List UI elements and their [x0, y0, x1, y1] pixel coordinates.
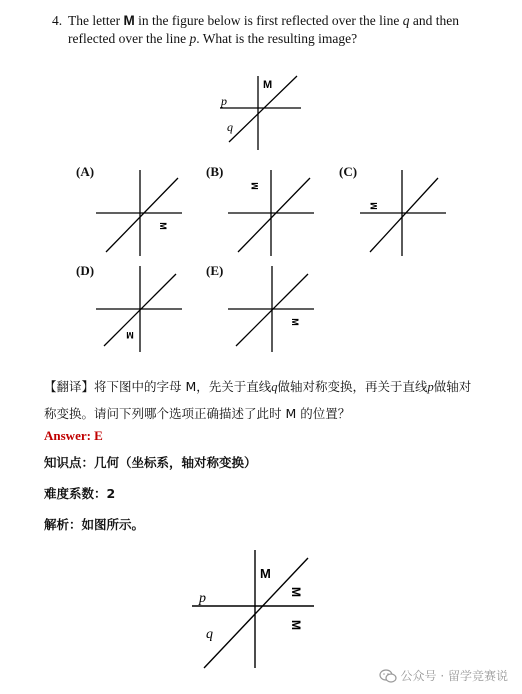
option-c-figure [360, 170, 446, 256]
knowledge-point: 知识点：几何（坐标系，轴对称变换） [44, 455, 257, 470]
translation-line-2: 称变换。请问下列哪个选项正确描述了此时 M 的位置？ [44, 406, 351, 421]
option-e-letter: M [290, 318, 300, 326]
question-number: 4. [52, 13, 63, 28]
question-line-2: reflected over the line p. What is the resulting image? [68, 31, 358, 46]
analysis: 解析：如图所示。 [44, 517, 145, 532]
solution-letter-original: M [260, 566, 271, 581]
solution-letter-reflected-q: M [289, 587, 303, 597]
option-d-label: (D) [76, 263, 95, 278]
option-b-letter: M [250, 182, 260, 190]
option-b-label: (B) [206, 164, 224, 179]
solution-q-label: q [206, 627, 213, 642]
solution-figure [192, 550, 317, 670]
solution-letter-result: M [289, 620, 303, 630]
option-e-label: (E) [206, 263, 224, 278]
main-p-label: p [221, 94, 227, 108]
option-d-letter: M [126, 330, 134, 340]
difficulty: 难度系数：2 [44, 486, 116, 501]
option-a-label: (A) [76, 164, 95, 179]
option-b-figure [228, 170, 314, 256]
option-e-figure [228, 266, 314, 352]
option-a-letter: M [158, 222, 168, 230]
solution-p-label: p [199, 591, 206, 606]
option-a-figure [96, 170, 182, 256]
translation-line-1: 【翻译】将下图中的字母 M，先关于直线q做轴对称变换，再关于直线p做轴对 [44, 379, 472, 394]
main-letter: M [263, 79, 273, 91]
question-line-1: The letter M in the figure below is first reflected over the line q and then [68, 13, 460, 28]
wechat-icon [379, 669, 397, 683]
main-figure [215, 74, 305, 150]
answer-text: Answer: E [44, 428, 103, 443]
option-c-letter: M [369, 202, 379, 210]
watermark-text: 公众号 · 留学竞赛说 [400, 669, 508, 683]
main-q-label: q [227, 120, 233, 134]
option-c-label: (C) [339, 164, 358, 179]
watermark [379, 667, 508, 684]
option-d-figure [96, 266, 182, 352]
